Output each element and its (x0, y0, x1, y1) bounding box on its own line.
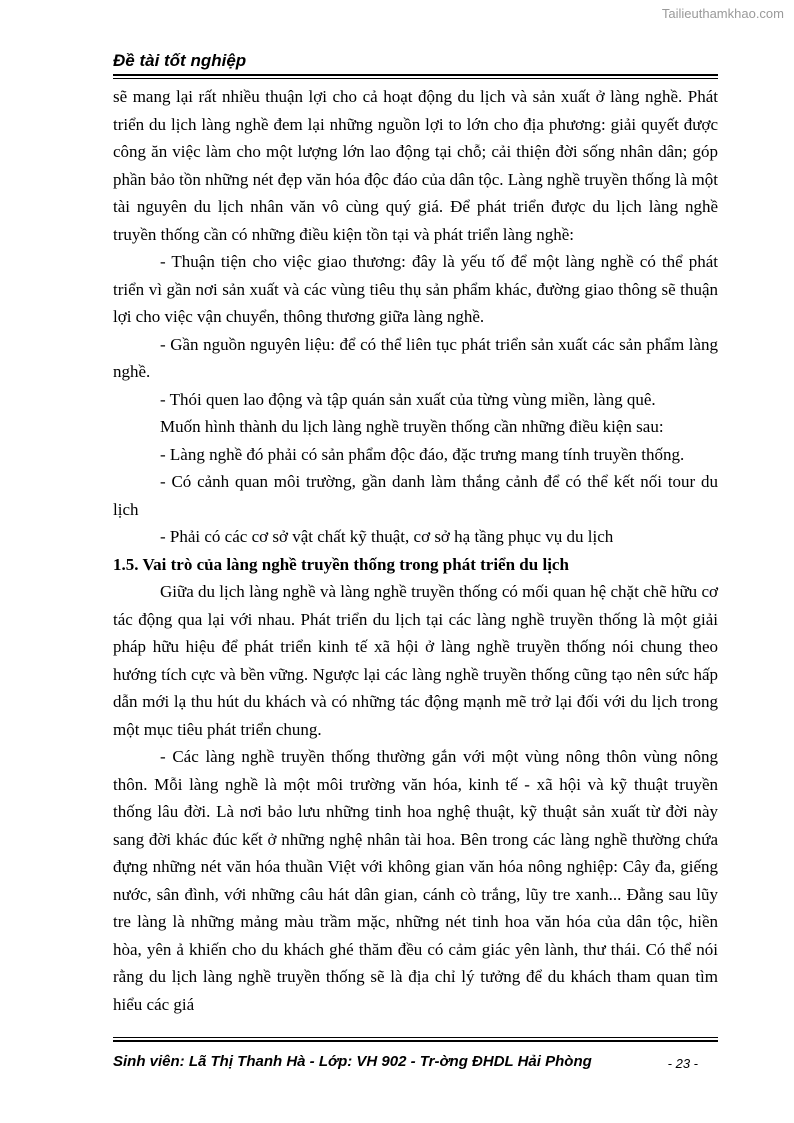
paragraph: - Gần nguồn nguyên liệu: để có thể liên tục phát triển sản xuất các sản phẩm làng nghề. (113, 334, 718, 381)
header-rule (113, 74, 718, 76)
header-title: Đề tài tốt nghiệp (113, 51, 247, 70)
paragraph: - Có cảnh quan môi trường, gần danh làm thắng cảnh để có thể kết nối tour du lịch (113, 472, 718, 519)
document-body (113, 83, 718, 1018)
paragraph: - Các làng nghề truyền thống thường gắn với một vùng nông thôn vùng nông thôn. Mỗi làng nghề là một môi trường văn hóa, kinh tế - xã hội và kỹ thuật truyền thống lâu đời. Là nơi bảo lưu những tinh hoa nghệ thuật, kỹ thuật sản xuất từ đời này sang đời khác đúc kết ở những nghệ nhân tài hoa. Bên trong các làng nghề thường chứa đựng những nét văn hóa thuần Việt với không gian văn hóa nông nghiệp: Cây đa, giếng nước, sân đình, với những câu hát dân gian, cánh cò trắng, lũy tre xanh... Đằng sau lũy tre làng là những mảng màu trầm mặc, những nét tinh hoa văn hóa của dân tộc, hiền hòa, yên ả khiến cho du khách ghé thăm đều có cảm giác yên lành, thư thái. Có thể nói rằng du lịch làng nghề truyền thống sẽ là địa chỉ lý tưởng để du khách tham quan tìm hiểu các giá (113, 747, 718, 1014)
footer-rule (113, 1040, 718, 1042)
paragraph: - Làng nghề đó phải có sản phẩm độc đáo, đặc trưng mang tính truyền thống. (160, 444, 685, 464)
section-heading: 1.5. Vai trò của làng nghề truyền thống trong phát triển du lịch (113, 554, 569, 574)
paragraph: Giữa du lịch làng nghề và làng nghề truyền thống có mối quan hệ chặt chẽ hữu cơ tác động qua lại với nhau. Phát triển du lịch tại các làng nghề truyền thống là một giải pháp hữu hiệu để phát triển kinh tế xã hội ở làng nghề truyền thống nói chung theo hướng tích cực và bền vững. Ngược lại các làng nghề truyền thống cũng tạo nên sức hấp dẫn mới lạ thu hút du khách và có những tác động mạnh mẽ trở lại đối với du lịch trong một mục tiêu phát triển chung. (113, 582, 718, 739)
paragraph: Muốn hình thành du lịch làng nghề truyền thống cần những điều kiện sau: (160, 417, 664, 436)
paragraph: - Phải có các cơ sở vật chất kỹ thuật, cơ sở hạ tầng phục vụ du lịch (160, 527, 614, 546)
header-rule-thin (113, 78, 718, 79)
paragraph: - Thuận tiện cho việc giao thương: đây là yếu tố để một làng nghề có thể phát triển vì gần nơi sản xuất và các vùng tiêu thụ sản phẩm khác, đường giao thông sẽ thuận lợi cho việc vận chuyển, thông thương giữa làng nghề. (113, 252, 718, 326)
page-number: - 23 - (667, 1056, 698, 1071)
footer-rule-thin (113, 1037, 718, 1038)
footer-text: Sinh viên: Lã Thị Thanh Hà - Lớp: VH 902 - Tr-ờng ĐHDL Hải Phòng (113, 1053, 592, 1070)
paragraph: sẽ mang lại rất nhiều thuận lợi cho cả hoạt động du lịch và sản xuất ở làng nghề. Phát triển du lịch làng nghề đem lại những nguồn lợi to lớn cho địa phương: giải quyết được công ăn việc làm cho một lượng lớn lao động tại chỗ; cải thiện đời sống nhân dân; góp phần bảo tồn những nét đẹp văn hóa độc đáo của dân tộc. Làng nghề truyền thống là một tài nguyên du lịch nhân văn vô cùng quý giá. Để phát triển được du lịch làng nghề truyền thống cần có những điều kiện tồn tại và phát triển làng nghề: (113, 87, 718, 244)
watermark: Tailieuthamkhao.com (661, 6, 784, 21)
paragraph: - Thói quen lao động và tập quán sản xuất của từng vùng miền, làng quê. (160, 389, 656, 409)
